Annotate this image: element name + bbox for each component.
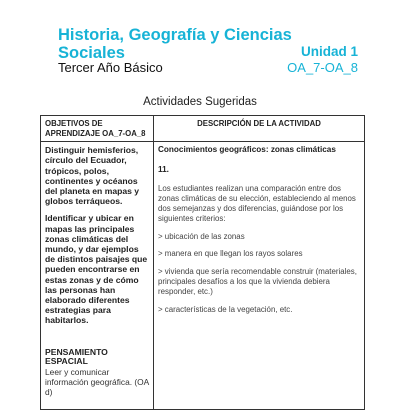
- pensamiento-text: Leer y comunicar información geográfica. (OA d): [45, 366, 149, 398]
- criterion-item: > manera en que llegan los rayos solares: [158, 249, 303, 259]
- unit-label: Unidad 1: [300, 44, 358, 59]
- objectives-list: [45, 145, 149, 325]
- criterion-item: > ubicación de las zonas: [158, 231, 245, 241]
- activity-title: Conocimientos geográficos: zonas climáticas: [158, 145, 336, 155]
- criterion-item: > vivienda que sería recomendable construir (materiales, principales desafíos a los que la vivienda debiera responder, etc.): [158, 267, 357, 296]
- description-header: DESCRIPCIÓN DE LA ACTIVIDAD: [154, 116, 365, 142]
- objective-item: Identificar y ubicar en mapas las principales zonas climáticas del mundo, y dar ejemplos de distintos paisajes que pueden encontrarse en estas zonas y de cómo las personas han elaborado diferentes estrategias para habitarlos.: [45, 213, 148, 326]
- activity-paragraph: Los estudiantes realizan una comparación entre dos zonas climáticas de su elección, estableciendo al menos dos semejanzas y dos diferencias, guiándose por los siguientes criterios:: [158, 184, 356, 223]
- activities-table: [40, 115, 365, 410]
- document-header: [58, 26, 358, 75]
- objective-item: Distinguir hemisferios, círculo del Ecuador, trópicos, polos, continentes y océanos del planeta en mapas y globos terráqueos.: [45, 145, 140, 207]
- grade-label: Tercer Año Básico: [58, 60, 163, 75]
- criterion-item: > características de la vegetación, etc.: [158, 304, 293, 314]
- table-header-row: [41, 116, 365, 142]
- objectives-header: OBJETIVOS DE APRENDIZAJE OA_7-OA_8: [41, 116, 154, 142]
- activity-number: 11.: [158, 164, 169, 174]
- pensamiento-title: PENSAMIENTO ESPACIAL: [45, 346, 108, 367]
- activity-cell: [154, 142, 365, 410]
- objectives-cell: [41, 142, 154, 410]
- objective-codes: OA_7-OA_8: [287, 60, 358, 75]
- pensamiento-block: [45, 348, 149, 398]
- section-title: Actividades Sugeridas: [143, 96, 257, 108]
- table-row: [41, 142, 365, 410]
- subject-title-line2: Sociales: [58, 44, 125, 62]
- subject-title-line1: Historia, Geografía y Ciencias: [58, 26, 292, 44]
